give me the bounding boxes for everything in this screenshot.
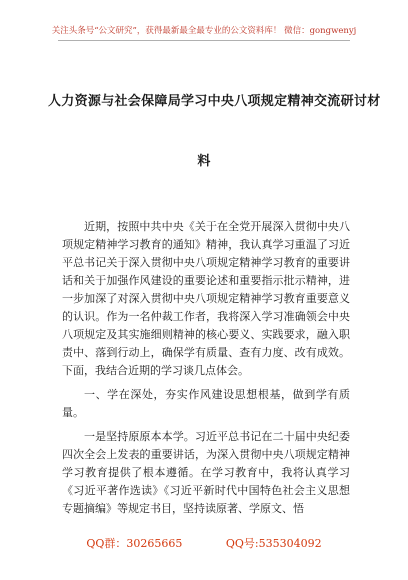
qq-group: QQ群：30265665 xyxy=(86,537,183,550)
header-banner: 关注头条号“公文研究”，获得最新最全最专业的公文资料库！ 微信：gongwenyj xyxy=(51,26,357,36)
paragraph-section-heading: 一、学在深处，夯实作风建设思想根基，做到学有质量。 xyxy=(62,388,350,419)
footer-contacts xyxy=(0,535,408,551)
paragraph-point-one: 一是坚持原原本本学。习近平总书记在二十届中央纪委四次全会上发表的重要讲话，为深入贯彻中央八项规定精神学习教育提供了根本遵循。在学习教育中，我将认真学习《习近平著作选读》《习近平新时代中国特色社会主义思想专题摘编》等规定书目，坚持读原著、学原文、悟 xyxy=(62,430,350,515)
header-divider xyxy=(58,40,350,41)
document-title xyxy=(48,72,381,192)
qq-number: QQ号:535304092 xyxy=(225,537,322,550)
paragraph-intro: 近期，按照中共中央《关于在全党开展深入贯彻中央八项规定精神学习教育的通知》精神，我认真学习重温了习近平总书记关于深入贯彻中央八项规定精神学习教育的重要讲话和关于加强作风建设的重要论述和重要指示批示精神，进一步加深了对深入贯彻中央八项规定精神学习教育重要意义的认识。作为一名仲裁工作者，我将深入学习准确领会中央八项规定及其实施细则精神的核心要义、实践要求，融入职责中、落到行动上，确保学有质量、查有力度、改有成效。下面，我结合近期的学习谈几点体会。 xyxy=(62,220,350,377)
title-line-1: 人力资源与社会保障局学习中央八项规定精神交流研讨材 xyxy=(48,94,381,109)
document-body xyxy=(62,218,350,524)
title-line-2: 料 xyxy=(197,154,211,169)
